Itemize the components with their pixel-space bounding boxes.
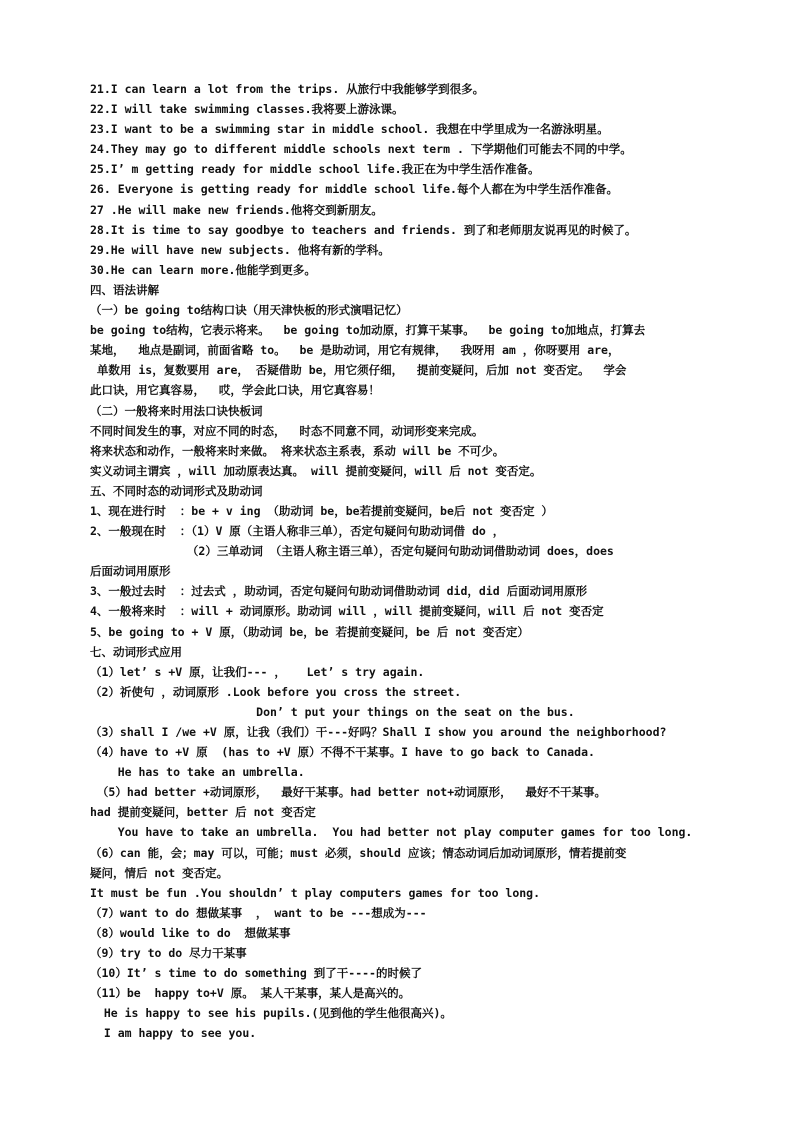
usage-its-time: （10）It’ s time to do something 到了干----的时候了 xyxy=(90,966,422,981)
usage-would-like: （8）would like to do 想做某事 xyxy=(90,925,291,940)
rhyme-line-3: 单数用 is，复数要用 are， 否疑借助 be，用它须仔细， 提前变疑问，后加 not 变否定。 学会 xyxy=(90,363,627,378)
usage-have-to-example: He has to take an umbrella. xyxy=(90,765,305,780)
tense-simple-present-2: （2）三单动词 （主语人称主语三单），否定句疑问句助动词借助动词 does，does xyxy=(90,544,614,559)
usage-imperative-1: （2）祈使句 ，动词原形 .Look before you cross the street. xyxy=(90,684,462,699)
rule-line-1: 不同时间发生的事，对应不同的时态， 时态不同意不同，动词形变来完成。 xyxy=(90,423,484,438)
usage-shall: （3）shall I /we +V 原，让我（我们）干---好吗？Shall I show you around the neighborhood? xyxy=(90,725,667,739)
usage-imperative-2: Don’ t put your things on the seat on the bus. xyxy=(90,704,575,719)
sentence-23: 23.I want to be a swimming star in middle school. 我想在中学里成为一名游泳明星。 xyxy=(90,122,609,137)
usage-had-better-note: had 提前变疑问，better 后 not 变否定 xyxy=(90,805,316,820)
rule-line-3: 实义动词主谓宾 ，will 加动原表达真。 will 提前变疑问，will 后 not 变否定。 xyxy=(90,463,542,478)
usage-had-better-example: You have to take an umbrella. You had better not play computer games for too long. xyxy=(90,825,693,840)
sentence-22: 22.I will take swimming classes.我将要上游泳课。 xyxy=(90,102,404,117)
rhyme-line-4: 此口诀，用它真容易， 哎，学会此口诀，用它真容易！ xyxy=(90,383,380,398)
tense-simple-past: 3、一般过去时 ：过去式 ，助动词，否定句疑问句助动词借助动词 did，did 后面动词用原形 xyxy=(90,584,588,599)
usage-lets: （1）let’ s +V 原，让我们--- ， Let’ s try again. xyxy=(90,664,425,679)
sentence-30: 30.He can learn more.他能学到更多。 xyxy=(90,262,316,277)
tense-simple-future: 4、一般将来时 ：will + 动词原形。助动词 will ，will 提前变疑问，will 后 not 变否定 xyxy=(90,604,604,619)
tense-present-progressive: 1、现在进行时 ：be + v ing （助动词 be，be若提前变疑问，be后 not 变否定 ） xyxy=(90,503,553,518)
usage-want-to: （7）want to do 想做某事 ， want to be ---想成为--- xyxy=(90,905,427,920)
usage-have-to: （4）have to +V 原 (has to +V 原）不得不干某事。I have to go back to Canada. xyxy=(90,745,595,760)
usage-try-to: （9）try to do 尽力干某事 xyxy=(90,946,247,961)
rhyme-line-1: be going to结构，它表示将来。 be going to加动原，打算干某事。 be going to加地点，打算去 xyxy=(90,323,646,338)
sentence-26: 26. Everyone is getting ready for middle school life.每个人都在为中学生活作准备。 xyxy=(90,182,618,197)
subheading-be-going-to: （一）be going to结构口诀（用天津快板的形式演唱记忆） xyxy=(90,303,408,318)
usage-modals-note: 疑问，情后 not 变否定。 xyxy=(90,865,229,880)
usage-be-happy: （11）be happy to+V 原。 某人干某事，某人是高兴的。 xyxy=(90,986,411,1001)
rhyme-line-2: 某地， 地点是副词，前面省略 to。 be 是助动词，用它有规律， 我呀用 am ，你呀要用 are， xyxy=(90,343,620,358)
section-heading-grammar: 四、语法讲解 xyxy=(90,282,159,297)
tense-simple-present-1: 2、一般现在时 ：（1）V 原（主语人称非三单），否定句疑问句助动词借 do ， xyxy=(90,524,505,539)
sentence-28: 28.It is time to say goodbye to teachers and friends. 到了和老师朋友说再见的时候了。 xyxy=(90,222,637,237)
section-heading-applications: 七、动词形式应用 xyxy=(90,644,182,659)
usage-be-happy-example-2: I am happy to see you. xyxy=(90,1026,257,1041)
sentence-29: 29.He will have new subjects. 他将有新的学科。 xyxy=(90,242,390,257)
sentence-25: 25.I’ m getting ready for middle school life.我正在为中学生活作准备。 xyxy=(90,162,540,177)
usage-modals: （6）can 能，会；may 可以，可能；must 必须，should 应该；情态动词后加动词原形，情若提前变 xyxy=(90,845,627,860)
section-heading-verb-forms: 五、不同时态的动词形式及助动词 xyxy=(90,483,263,498)
usage-modals-example: It must be fun .You shouldn’ t play computers games for too long. xyxy=(90,885,541,900)
rule-line-2: 将来状态和动作，一般将来时来做。 将来状态主系表，系动 will be 不可少。 xyxy=(90,443,505,458)
sentence-27: 27 .He will make new friends.他将交到新朋友。 xyxy=(90,202,383,217)
tense-simple-present-3: 后面动词用原形 xyxy=(90,564,171,579)
usage-had-better: （5）had better +动词原形， 最好干某事。had better not+动词原形， 最好不干某事。 xyxy=(90,785,606,800)
sentence-21: 21.I can learn a lot from the trips. 从旅行中我能够学到很多。 xyxy=(90,82,485,96)
subheading-future-tense: （二）一般将来时用法口诀快板词 xyxy=(90,403,263,418)
sentence-24: 24.They may go to different middle schools next term . 下学期他们可能去不同的中学。 xyxy=(90,142,632,157)
document-page xyxy=(90,79,710,1044)
tense-be-going-to: 5、be going to + V 原，（助动词 be，be 若提前变疑问，be 后 not 变否定） xyxy=(90,624,529,639)
usage-be-happy-example-1: He is happy to see his pupils.(见到他的学生他很高兴)。 xyxy=(90,1006,452,1021)
